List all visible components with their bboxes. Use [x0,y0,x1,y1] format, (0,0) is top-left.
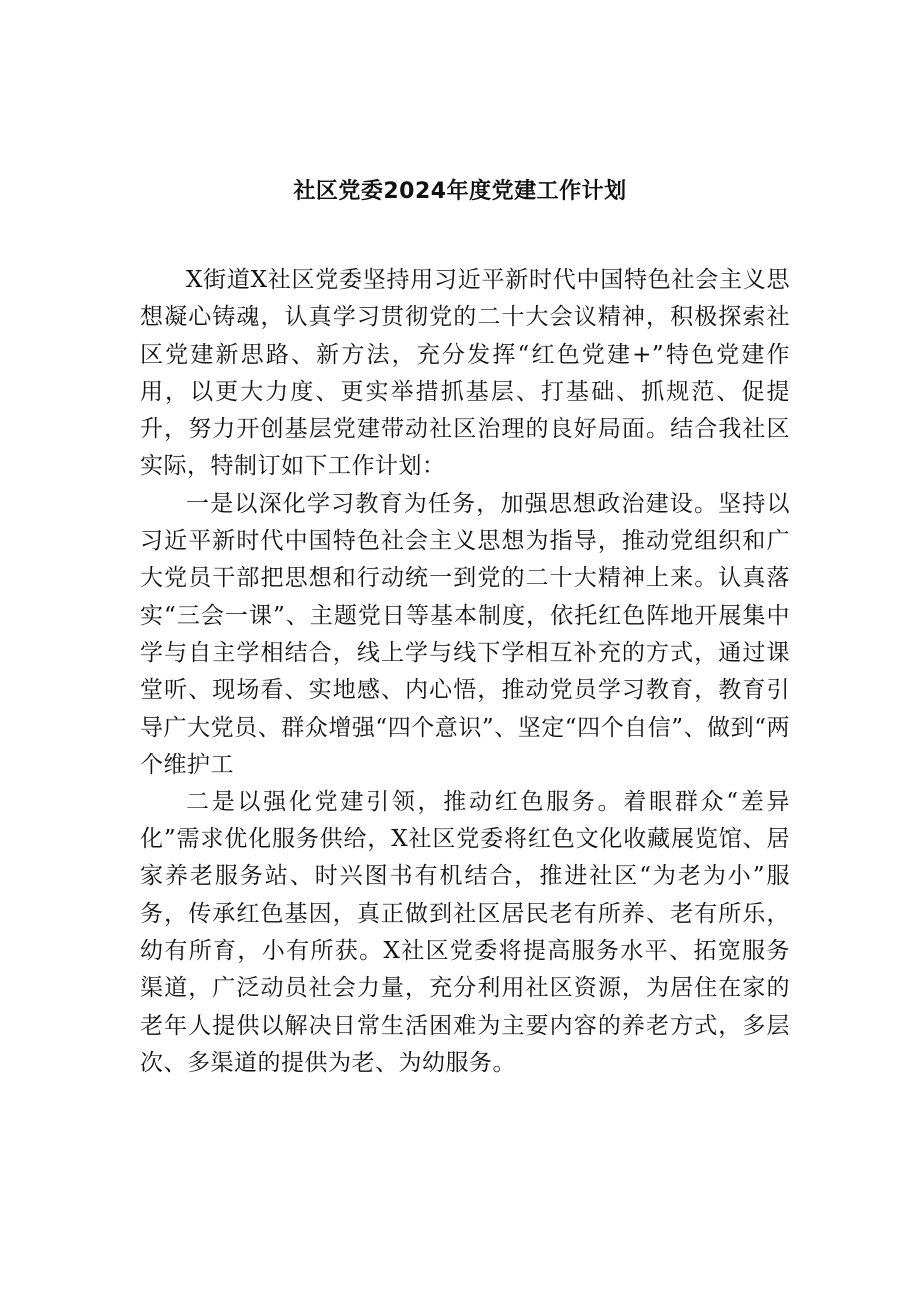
document-body [140,262,790,1082]
paragraph-red-service: 二是以强化党建引领，推动红色服务。着眼群众“差异化”需求优化服务供给，X社区党委将红色文化收藏展览馆、居家养老服务站、时兴图书有机结合，推进社区“为老为小”服务，传承红色基因，真正做到社区居民老有所养、老有所乐，幼有所育，小有所获。X社区党委将提高服务水平、拓宽服务渠道，广泛动员社会力量，充分利用社区资源，为居住在家的老年人提供以解决日常生活困难为主要内容的养老方式，多层次、多渠道的提供为老、为幼服务。 [140,788,790,1076]
paragraph-study-education: 一是以深化学习教育为任务，加强思想政治建设。坚持以习近平新时代中国特色社会主义思想为指导，推动党组织和广大党员干部把思想和行动统一到党的二十大精神上来。认真落实“三会一课”、主题党日等基本制度，依托红色阵地开展集中学与自主学相结合，线上学与线下学相互补充的方式，通过课堂听、现场看、实地感、内心悟，推动党员学习教育，教育引导广大党员、群众增强“四个意识”、坚定“四个自信”、做到“两个维护工 [140,490,790,778]
paragraph-intro: X街道X社区党委坚持用习近平新时代中国特色社会主义思想凝心铸魂，认真学习贯彻党的二十大会议精神，积极探索社区党建新思路、新方法，充分发挥“红色党建+”特色党建作用，以更大力度、更实举措抓基层、打基础、抓规范、促提升，努力开创基层党建带动社区治理的良好局面。结合我社区实际，特制订如下工作计划： [140,267,790,480]
document-title: 社区党委2024年度党建工作计划 [293,179,627,204]
